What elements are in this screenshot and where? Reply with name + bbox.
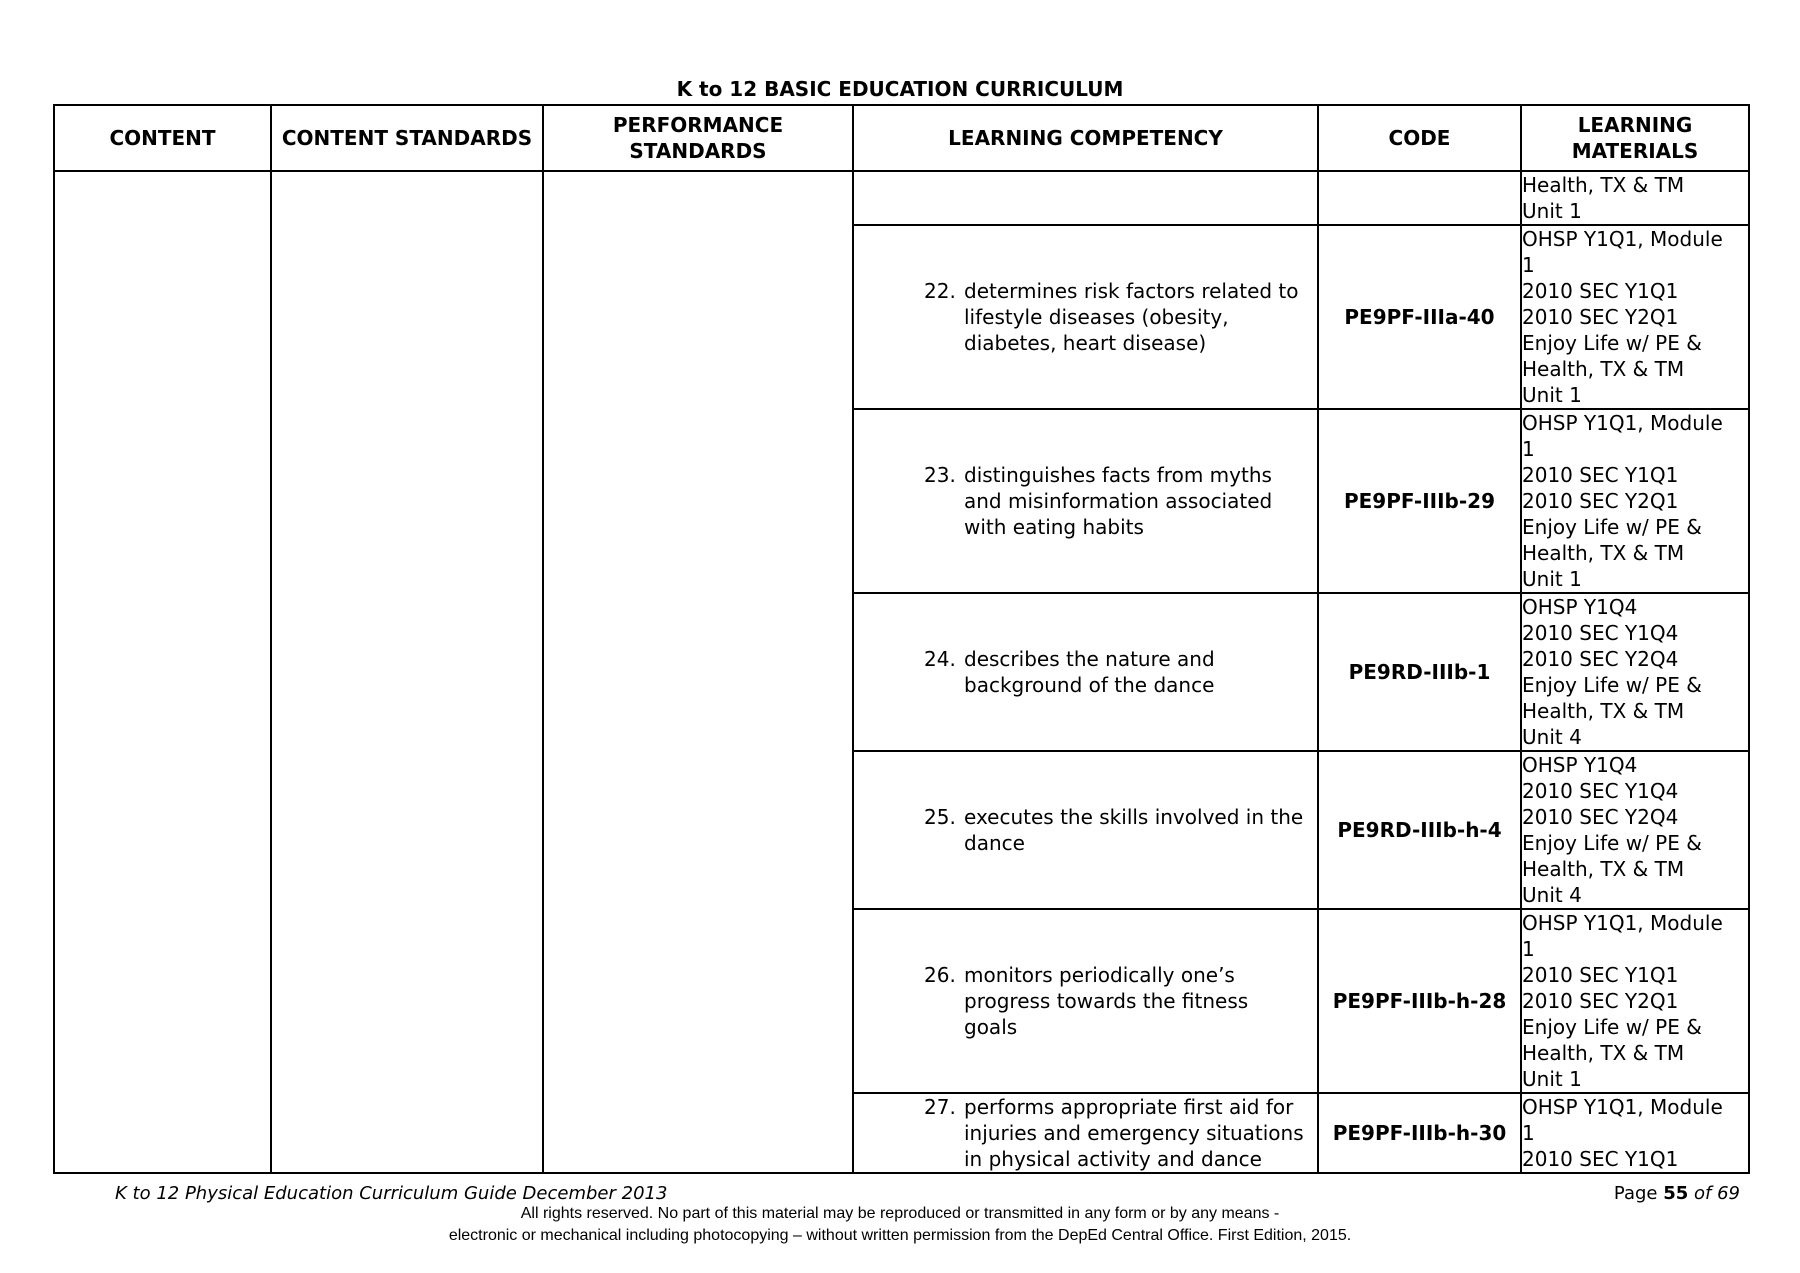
material-line: Health, TX & TM bbox=[1522, 173, 1685, 197]
code-cell bbox=[1318, 171, 1521, 225]
competency-text: determines risk factors related to lifestyle diseases (obesity, diabetes, heart disease) bbox=[964, 279, 1299, 355]
material-line: 2010 SEC Y1Q1 bbox=[1522, 963, 1679, 987]
material-line: Enjoy Life w/ PE & bbox=[1522, 673, 1702, 697]
code-cell: PE9PF-IIIb-h-28 bbox=[1318, 909, 1521, 1093]
competency-cell bbox=[853, 1093, 1318, 1173]
competency-text: executes the skills involved in the dance bbox=[964, 805, 1304, 855]
material-line: Unit 1 bbox=[1522, 1067, 1582, 1091]
code-cell: PE9PF-IIIa-40 bbox=[1318, 225, 1521, 409]
header-content-standards: CONTENT STANDARDS bbox=[271, 105, 543, 171]
material-line: Health, TX & TM bbox=[1522, 1041, 1685, 1065]
competency-number: 23. bbox=[924, 463, 956, 487]
content-cell bbox=[54, 171, 271, 1173]
table-row bbox=[54, 171, 1749, 225]
material-line: Enjoy Life w/ PE & bbox=[1522, 331, 1702, 355]
materials-cell bbox=[1521, 1093, 1749, 1173]
code-cell: PE9RD-IIIb-h-4 bbox=[1318, 751, 1521, 909]
competency-cell bbox=[853, 409, 1318, 593]
material-line: 2010 SEC Y2Q4 bbox=[1522, 805, 1679, 829]
material-line: 2010 SEC Y1Q4 bbox=[1522, 779, 1679, 803]
materials-cell bbox=[1521, 751, 1749, 909]
header-code: CODE bbox=[1318, 105, 1521, 171]
header-row bbox=[54, 105, 1749, 171]
material-line: OHSP Y1Q4 bbox=[1522, 595, 1638, 619]
header-performance-standards: PERFORMANCE STANDARDS bbox=[543, 105, 853, 171]
material-line: Unit 4 bbox=[1522, 725, 1582, 749]
material-line: 1 bbox=[1522, 937, 1535, 961]
material-line: 2010 SEC Y2Q1 bbox=[1522, 489, 1679, 513]
material-line: OHSP Y1Q1, Module bbox=[1522, 911, 1723, 935]
competency-number: 22. bbox=[924, 279, 956, 303]
material-line: Health, TX & TM bbox=[1522, 857, 1685, 881]
content-standards-cell bbox=[271, 171, 543, 1173]
material-line: OHSP Y1Q4 bbox=[1522, 753, 1638, 777]
header-content: CONTENT bbox=[54, 105, 271, 171]
competency-text: monitors periodically one’s progress towards the fitness goals bbox=[964, 963, 1249, 1039]
document-title: K to 12 BASIC EDUCATION CURRICULUM bbox=[676, 77, 1124, 101]
materials-cell bbox=[1521, 225, 1749, 409]
competency-number: 26. bbox=[924, 963, 956, 987]
materials-cell bbox=[1521, 593, 1749, 751]
materials-cell bbox=[1521, 409, 1749, 593]
competency-number: 24. bbox=[924, 647, 956, 671]
rights-line-1: All rights reserved. No part of this material may be reproduced or transmitted in any form or by any means - bbox=[520, 1205, 1280, 1222]
material-line: 2010 SEC Y2Q1 bbox=[1522, 989, 1679, 1013]
material-line: Unit 1 bbox=[1522, 567, 1582, 591]
header-learning-competency: LEARNING COMPETENCY bbox=[853, 105, 1318, 171]
material-line: Enjoy Life w/ PE & bbox=[1522, 831, 1702, 855]
competency-cell bbox=[853, 751, 1318, 909]
competency-number: 27. bbox=[924, 1095, 956, 1119]
competency-text: performs appropriate first aid for injuries and emergency situations in physical activity and dance bbox=[964, 1095, 1304, 1171]
material-line: Unit 4 bbox=[1522, 883, 1582, 907]
competency-cell bbox=[853, 225, 1318, 409]
competency-number: 25. bbox=[924, 805, 956, 829]
code-cell: PE9RD-IIIb-1 bbox=[1318, 593, 1521, 751]
material-line: 2010 SEC Y1Q4 bbox=[1522, 621, 1679, 645]
material-line: OHSP Y1Q1, Module bbox=[1522, 227, 1723, 251]
material-line: 2010 SEC Y1Q1 bbox=[1522, 279, 1679, 303]
material-line: Health, TX & TM bbox=[1522, 699, 1685, 723]
material-line: Health, TX & TM bbox=[1522, 357, 1685, 381]
material-line: Enjoy Life w/ PE & bbox=[1522, 515, 1702, 539]
material-line: 2010 SEC Y1Q1 bbox=[1522, 1147, 1679, 1171]
material-line: Enjoy Life w/ PE & bbox=[1522, 1015, 1702, 1039]
material-line: 1 bbox=[1522, 1121, 1535, 1145]
material-line: 2010 SEC Y1Q1 bbox=[1522, 463, 1679, 487]
materials-cell bbox=[1521, 909, 1749, 1093]
competency-text: distinguishes facts from myths and misinformation associated with eating habits bbox=[964, 463, 1273, 539]
rights-line-2: electronic or mechanical including photocopying – without written permission from the DepEd Central Office. First Edition, 2015. bbox=[448, 1227, 1352, 1244]
page-current: 55 bbox=[1663, 1183, 1689, 1204]
curriculum-table bbox=[53, 104, 1750, 1174]
page-label: Page bbox=[1613, 1183, 1658, 1204]
material-line: OHSP Y1Q1, Module bbox=[1522, 1095, 1723, 1119]
materials-cell bbox=[1521, 171, 1749, 225]
code-cell: PE9PF-IIIb-29 bbox=[1318, 409, 1521, 593]
material-line: OHSP Y1Q1, Module bbox=[1522, 411, 1723, 435]
competency-cell bbox=[853, 593, 1318, 751]
material-line: 1 bbox=[1522, 437, 1535, 461]
header-learning-materials: LEARNING MATERIALS bbox=[1521, 105, 1749, 171]
material-line: 2010 SEC Y2Q1 bbox=[1522, 305, 1679, 329]
competency-cell bbox=[853, 171, 1318, 225]
code-cell: PE9PF-IIIb-h-30 bbox=[1318, 1093, 1521, 1173]
footer-guide-title: K to 12 Physical Education Curriculum Guide December 2013 bbox=[115, 1183, 668, 1204]
material-line: 2010 SEC Y2Q4 bbox=[1522, 647, 1679, 671]
page-total: of 69 bbox=[1694, 1183, 1740, 1204]
material-line: 1 bbox=[1522, 253, 1535, 277]
material-line: Unit 1 bbox=[1522, 383, 1582, 407]
performance-standards-cell bbox=[543, 171, 853, 1173]
material-line: Unit 1 bbox=[1522, 199, 1582, 223]
footer-page-number bbox=[1614, 1183, 1740, 1204]
competency-text: describes the nature and background of the dance bbox=[964, 647, 1215, 697]
competency-cell bbox=[853, 909, 1318, 1093]
material-line: Health, TX & TM bbox=[1522, 541, 1685, 565]
